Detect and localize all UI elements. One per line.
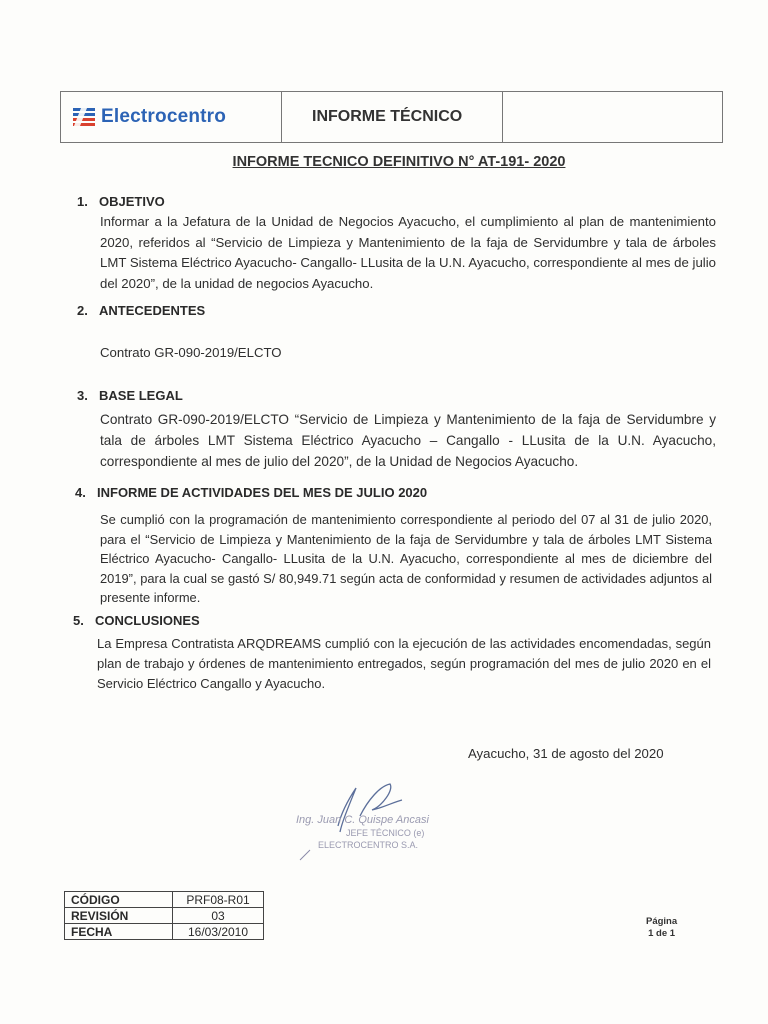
electrocentro-logo-icon <box>73 108 95 126</box>
section-heading-base-legal: 3. BASE LEGAL <box>77 388 183 403</box>
signature-block <box>290 780 490 870</box>
revision-key: REVISIÓN <box>65 908 173 924</box>
document-header <box>60 91 723 143</box>
section-text-objetivo: Informar a la Jefatura de la Unidad de Negocios Ayacucho, el cumplimiento al plan de mantenimiento 2020, referidos al “Servicio de Limpieza y Mantenimiento de la faja de Servidumbre y tala de árboles LMT Sistema Eléctrico Ayacucho- Cangallo- LLusita de la U.N. Ayacucho, correspondiente al mes de julio del 2020”, de la unidad de negocios Ayacucho. <box>100 214 716 291</box>
logo <box>61 92 282 142</box>
stamp-role: JEFE TÉCNICO (e) <box>346 828 425 838</box>
section-text-base-legal: Contrato GR-090-2019/ELCTO “Servicio de Limpieza y Mantenimiento de la faja de Servidumbre y tala de árboles LMT Sistema Eléctrico Ayacucho – Cangallo - LLusita de la U.N. Ayacucho, correspondiente al mes de julio del 2020”, de la Unidad de Negocios Ayacucho. <box>100 412 716 469</box>
section-text-antecedentes: Contrato GR-090-2019/ELCTO <box>100 345 282 360</box>
code-row <box>65 892 264 908</box>
section-heading-informe-actividades: 4. INFORME DE ACTIVIDADES DEL MES DE JULIO 2020 <box>75 485 428 500</box>
code-key: CÓDIGO <box>65 892 173 908</box>
date-value: 16/03/2010 <box>173 924 264 940</box>
logo-text: Electrocentro <box>101 106 227 127</box>
section-text-informe-actividades: Se cumplió con la programación de mantenimiento correspondiente al periodo del 07 al 31 de julio 2020, para el “Servicio de Limpieza y Mantenimiento de la faja de Servidumbre y tala de árboles LMT Sistema Eléctrico Ayacucho- Cangallo- LLusita de la U.N. Ayacucho, correspondiente al mes de diciembre del 2019”, para la cual se gastó S/ 80,949.71 según acta de conformidad y resumen de actividades adjuntos al presente informe. <box>100 512 712 605</box>
header-doc-type: INFORME TÉCNICO <box>282 92 503 142</box>
revision-value: 03 <box>173 908 264 924</box>
page-number: Página 1 de 1 <box>646 916 678 939</box>
section-heading-antecedentes: 2. ANTECEDENTES <box>77 303 206 318</box>
revision-row <box>65 908 264 924</box>
section-heading-objetivo: 1. OBJETIVO <box>77 194 165 209</box>
header-empty-cell <box>503 92 722 142</box>
date-row <box>65 924 264 940</box>
section-text-conclusiones: La Empresa Contratista ARQDREAMS cumplió con la ejecución de las actividades encomendadas, según plan de trabajo y órdenes de mantenimiento entregados, según programación del mes de julio 2020 en el Servicio Eléctrico Cangallo y Ayacucho. <box>97 636 711 691</box>
document-title: INFORME TECNICO DEFINITIVO N° AT-191- 2020 <box>232 154 566 170</box>
date-line: Ayacucho, 31 de agosto del 2020 <box>468 746 664 761</box>
date-key: FECHA <box>65 924 173 940</box>
code-value: PRF08-R01 <box>173 892 264 908</box>
stamp-name: Ing. Juan C. Quispe Ancasi <box>296 814 429 826</box>
document-code-table <box>64 891 264 940</box>
stamp-company: ELECTROCENTRO S.A. <box>318 840 419 850</box>
section-heading-conclusiones: 5. CONCLUSIONES <box>73 613 200 628</box>
